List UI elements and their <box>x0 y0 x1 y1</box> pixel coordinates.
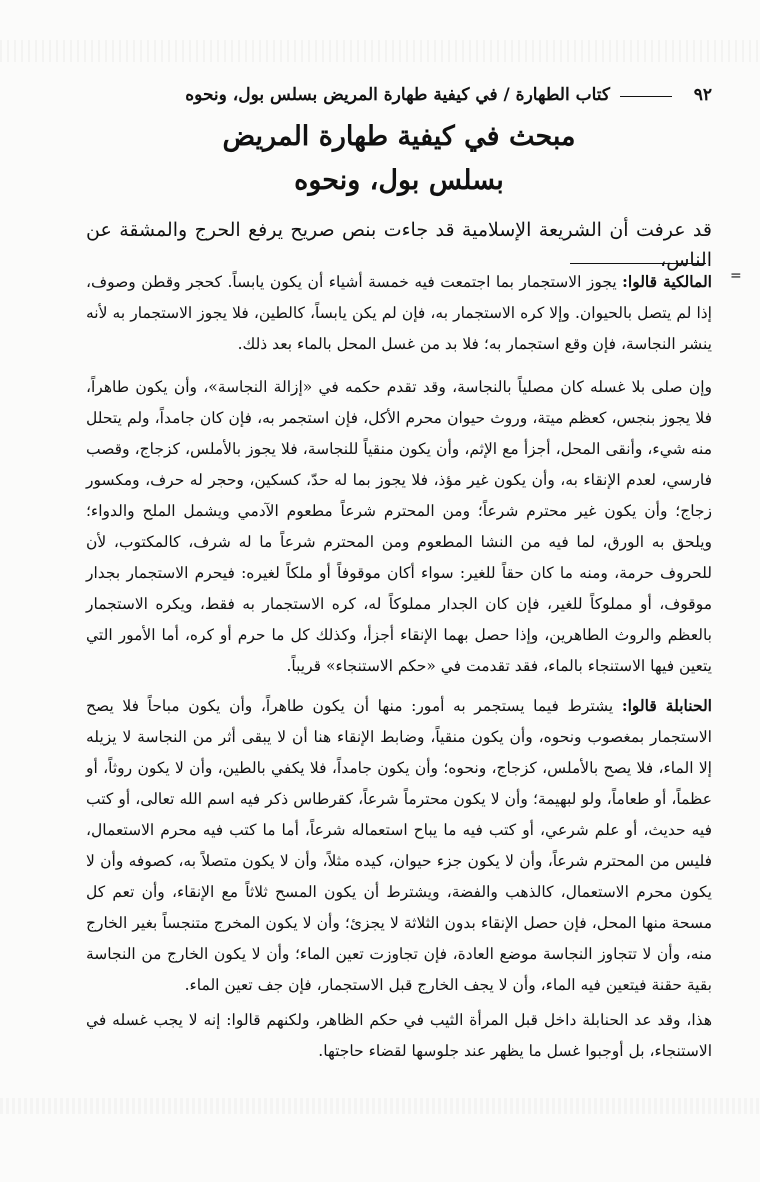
footnote-hanbali-text: يشترط فيما يستجمر به أمور: منها أن يكون طاهراً، وأن يكون مباحاً فلا يصح الاستجمار بمغصوب ونحوه، وأن يكون منقياً، وضابط الإنقاء هنا أن لا يبقى أثر من النجاسة لا يزيله إلا الماء، فلا يصح بالأملس، كزجاج، ونحوه؛ وأن يكون جامداً، فلا يكفي بالطين، وأن لا يكون روثاً، أو عظماً، أو طعاماً، ولو لبهيمة؛ وأن لا يكون محترماً شرعاً، كقرطاس ذكر فيه اسم الله تعالى، أو كتب فيه حديث، أو علم شرعي، أو كتب فيه ما يباح استعماله شرعاً، أما ما كتب فيه محرم الاستعمال، فليس من المحترم شرعاً، وأن لا يكون جزء حيوان، كيده مثلاً، وأن لا يكون متصلاً به، كصوفه وأن لا يكون محرم الاستعمال، كالذهب والفضة، ويشترط أن يكون المسح ثلاثاً مع الإنقاء، وأن تعم كل مسحة منها المحل، فإن حصل الإنقاء بدون الثلاثة لا يجزئ؛ وأن لا يكون المخرج متنجساً بغير الخارج منه، وأن لا تتجاوز النجاسة موضع العادة، فإن تجاوزت تعين الماء؛ وأن لا يكون الخارج من النجاسة بقية حقنة فيتعين فيه الماء، وأن لا يجف الخارج قبل الاستجمار، فإن جف تعين الماء. <box>86 697 712 994</box>
footnote-maliki <box>86 266 712 360</box>
footnote-paragraph-2: وإن صلى بلا غسله كان مصلياً بالنجاسة، وقد تقدم حكمه في «إزالة النجاسة»، وأن يكون طاهراً، فلا يجوز بنجس، كعظم ميتة، وروث حيوان محرم الأكل، فإن استجمر به، فإن كان جامداً، ولم يتحلل منه شيء، وأنقى المحل، أجزأ مع الإثم، وأن يكون منقياً للنجاسة، فلا يجوز بالأملس، كزجاج، وقصب فارسي، لعدم الإنقاء به، وأن يكون غير مؤذ، فلا يجوز بما له حدّ، كسكين، وحجر له حرف، ومكسور زجاج؛ وأن يكون غير محترم شرعاً؛ ومن المحترم شرعاً مطعوم الآدمي ويشمل الملح والدواء؛ ويلحق به الورق، لما فيه من النشا المطعوم ومن المحترم شرعاً ما له شرف، كالمكتوب، لأن للحروف حرمة، ومنه ما كان حقاً للغير: سواء أكان موقوفاً أو ملكاً لغيره: فيحرم الاستجمار بجدار موقوف، أو مملوكاً للغير، فإن كان الجدار مملوكاً له، كره الاستجمار به فقط، ويكره الاستجمار بالعظم والروث الطاهرين، وإذا حصل بهما الإنقاء أجزأ، وكذلك كل ما حرم أو كره، أما الأمور التي يتعين فيها الاستنجاء بالماء، فقد تقدمت في «حكم الاستنجاء» قريباً. <box>86 378 713 675</box>
footnote-maliki-text: يجوز الاستجمار بما اجتمعت فيه خمسة أشياء أن يكون يابساً. كحجر وقطن وصوف، إذا لم يتصل بالحيوان. وإلا كره الاستجمار به، فإن لم يكن يابساً، كالطين، فلا يجوز الاستجمار به لأنه ينشر النجاسة، فإن وقع استجمار به؛ فلا بد من غسل المحل بالماء بعد ذلك. <box>86 273 712 353</box>
section-title-line1: مبحث في كيفية طهارة المريض <box>222 121 576 152</box>
running-title-part1: كتاب الطهارة / في كيفية طهارة المريض <box>323 85 610 105</box>
running-title-part2: بسلس بول، ونحوه <box>185 85 318 105</box>
page-number: ٩٢ <box>693 85 712 105</box>
footnote-continuation-mark: = <box>730 268 742 284</box>
footnote-rule <box>570 263 706 264</box>
page-header <box>86 82 712 108</box>
running-title <box>185 82 610 108</box>
scan-noise-bottom <box>0 1098 760 1114</box>
footnote-label-maliki: المالكية قالوا: <box>622 272 712 291</box>
footnote-label-hanbali: الحنابلة قالوا: <box>621 696 712 715</box>
footnote-paragraph-4: هذا، وقد عد الحنابلة داخل قبل المرأة الثيب في حكم الظاهر، ولكنهم قالوا: إنه لا يجب غسله في الاستنجاء، بل أوجبوا غسل ما يظهر عند جلوسها لقضاء حاجتها. <box>86 1011 712 1060</box>
scan-noise-top <box>0 40 760 62</box>
intro-text: قد عرفت أن الشريعة الإسلامية قد جاءت بنص صريح يرفع الحرج والمشقة عن الناس، <box>86 219 712 271</box>
footnote-hanbali <box>86 690 712 1001</box>
section-title-line2: بسلس بول، ونحوه <box>294 165 504 196</box>
header-rule <box>620 96 672 97</box>
